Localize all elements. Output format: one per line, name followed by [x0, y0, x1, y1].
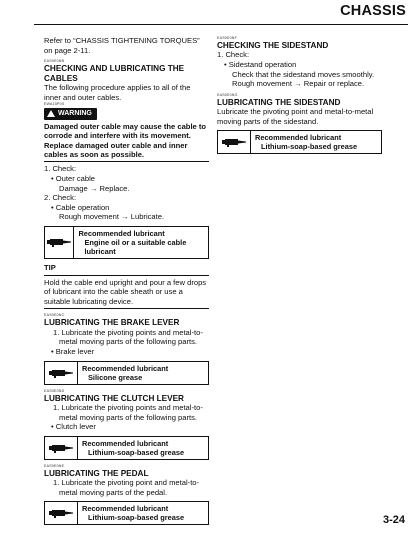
- warning-text: Damaged outer cable may cause the cable to corrode and interfere with its movement. Replace damaged outer cable and inner cables as soon as possible.: [44, 121, 207, 159]
- divider: [44, 161, 209, 162]
- intro-text: Refer to “CHASSIS TIGHTENING TORQUES” on page 2-11.: [44, 36, 200, 55]
- lubricant-value: Silicone grease: [88, 372, 143, 382]
- warning-label: WARNING: [58, 110, 92, 118]
- section-heading-pedal: LUBRICATING THE PEDAL: [44, 468, 149, 478]
- lub-sidestand-text: Lubricate the pivoting point and metal-to-metal moving parts of the sidestand.: [217, 107, 374, 126]
- section-heading-brake: LUBRICATING THE BRAKE LEVER: [44, 318, 180, 328]
- lubricant-title: Recommended lubricant: [255, 133, 342, 143]
- left-column: [44, 36, 209, 529]
- pedal-step1: 1. Lubricate the pivoting point and metal-to-metal moving parts of the pedal.: [53, 478, 200, 497]
- warning-badge: [44, 108, 97, 120]
- section-heading-cables: CHECKING AND LUBRICATING THE CABLES: [44, 64, 185, 83]
- section-code: EAS0E0NG: [217, 92, 238, 97]
- lubricant-box: [217, 130, 382, 154]
- section-heading-lub-sidestand: LUBRICATING THE SIDESTAND: [217, 97, 341, 107]
- grease-gun-icon: [218, 131, 251, 153]
- lubricant-title: Recommended lubricant: [78, 228, 165, 238]
- warning-code: EWA15P0S: [44, 102, 65, 107]
- grease-gun-icon: [45, 227, 74, 258]
- section-code: EAS0E0NE: [44, 463, 65, 468]
- grease-gun-icon: [45, 502, 78, 524]
- cables-step1-action: Damage → Replace.: [59, 183, 130, 193]
- header-rule: [34, 24, 408, 25]
- sidestand-line1: Check that the sidestand moves smoothly.: [232, 69, 375, 79]
- cables-intro: The following procedure applies to all of the inner and outer cables.: [44, 83, 191, 102]
- cables-step2-action: Rough movement → Lubricate.: [59, 212, 165, 222]
- grease-gun-icon: [45, 362, 78, 384]
- sidestand-item: • Sidestand operation: [224, 60, 297, 69]
- tip-label: TIP: [44, 262, 56, 272]
- brake-item: • Brake lever: [51, 346, 95, 356]
- lubricant-title: Recommended lubricant: [82, 504, 169, 514]
- section-heading-check-sidestand: CHECKING THE SIDESTAND: [217, 41, 329, 50]
- lubricant-box: [44, 436, 209, 460]
- tip-rule-bottom: [44, 308, 209, 309]
- lubricant-value: Engine oil or a suitable cable lubricant: [84, 237, 187, 256]
- lubricant-title: Recommended lubricant: [82, 363, 169, 373]
- page-number: 3-24: [382, 514, 405, 526]
- lubricant-title: Recommended lubricant: [82, 438, 169, 448]
- grease-gun-icon: [45, 437, 78, 459]
- section-code: EAS0E0ND: [44, 388, 65, 393]
- cables-step2: 2. Check:: [44, 193, 77, 203]
- section-code: EAS0E0NB: [44, 59, 65, 64]
- cables-step1: 1. Check:: [44, 164, 77, 174]
- brake-step1: 1. Lubricate the pivoting points and metal-to-metal moving parts of the following parts.: [53, 327, 203, 347]
- lubricant-box: [44, 226, 209, 259]
- clutch-item: • Clutch lever: [51, 422, 96, 432]
- section-code: EAS0E0NC: [44, 313, 65, 318]
- lubricant-box: [44, 361, 209, 385]
- warning-triangle-icon: [47, 110, 55, 117]
- section-heading-clutch: LUBRICATING THE CLUTCH LEVER: [44, 393, 184, 403]
- lubricant-box: [44, 501, 209, 525]
- page-header-title: CHASSIS: [340, 3, 406, 19]
- lubricant-value: Lithium-soap-based grease: [88, 513, 185, 523]
- lubricant-value: Lithium-soap-based grease: [261, 142, 358, 152]
- section-code: EAS0E0NF: [217, 36, 237, 40]
- sidestand-line2: Rough movement → Repair or replace.: [232, 79, 365, 89]
- lubricant-value: Lithium-soap-based grease: [88, 447, 185, 457]
- sidestand-step1: 1. Check:: [217, 50, 250, 60]
- cables-step1-item: • Outer cable: [51, 174, 96, 183]
- cables-step2-item: • Cable operation: [51, 202, 110, 212]
- tip-text: Hold the cable end upright and pour a few drops of lubricant into the cable sheath or use a suitable lubricating device.: [44, 277, 207, 306]
- tip-rule-top: [44, 275, 209, 276]
- clutch-step1: 1. Lubricate the pivoting points and metal-to-metal moving parts of the following parts.: [53, 402, 203, 422]
- right-column: [217, 36, 382, 158]
